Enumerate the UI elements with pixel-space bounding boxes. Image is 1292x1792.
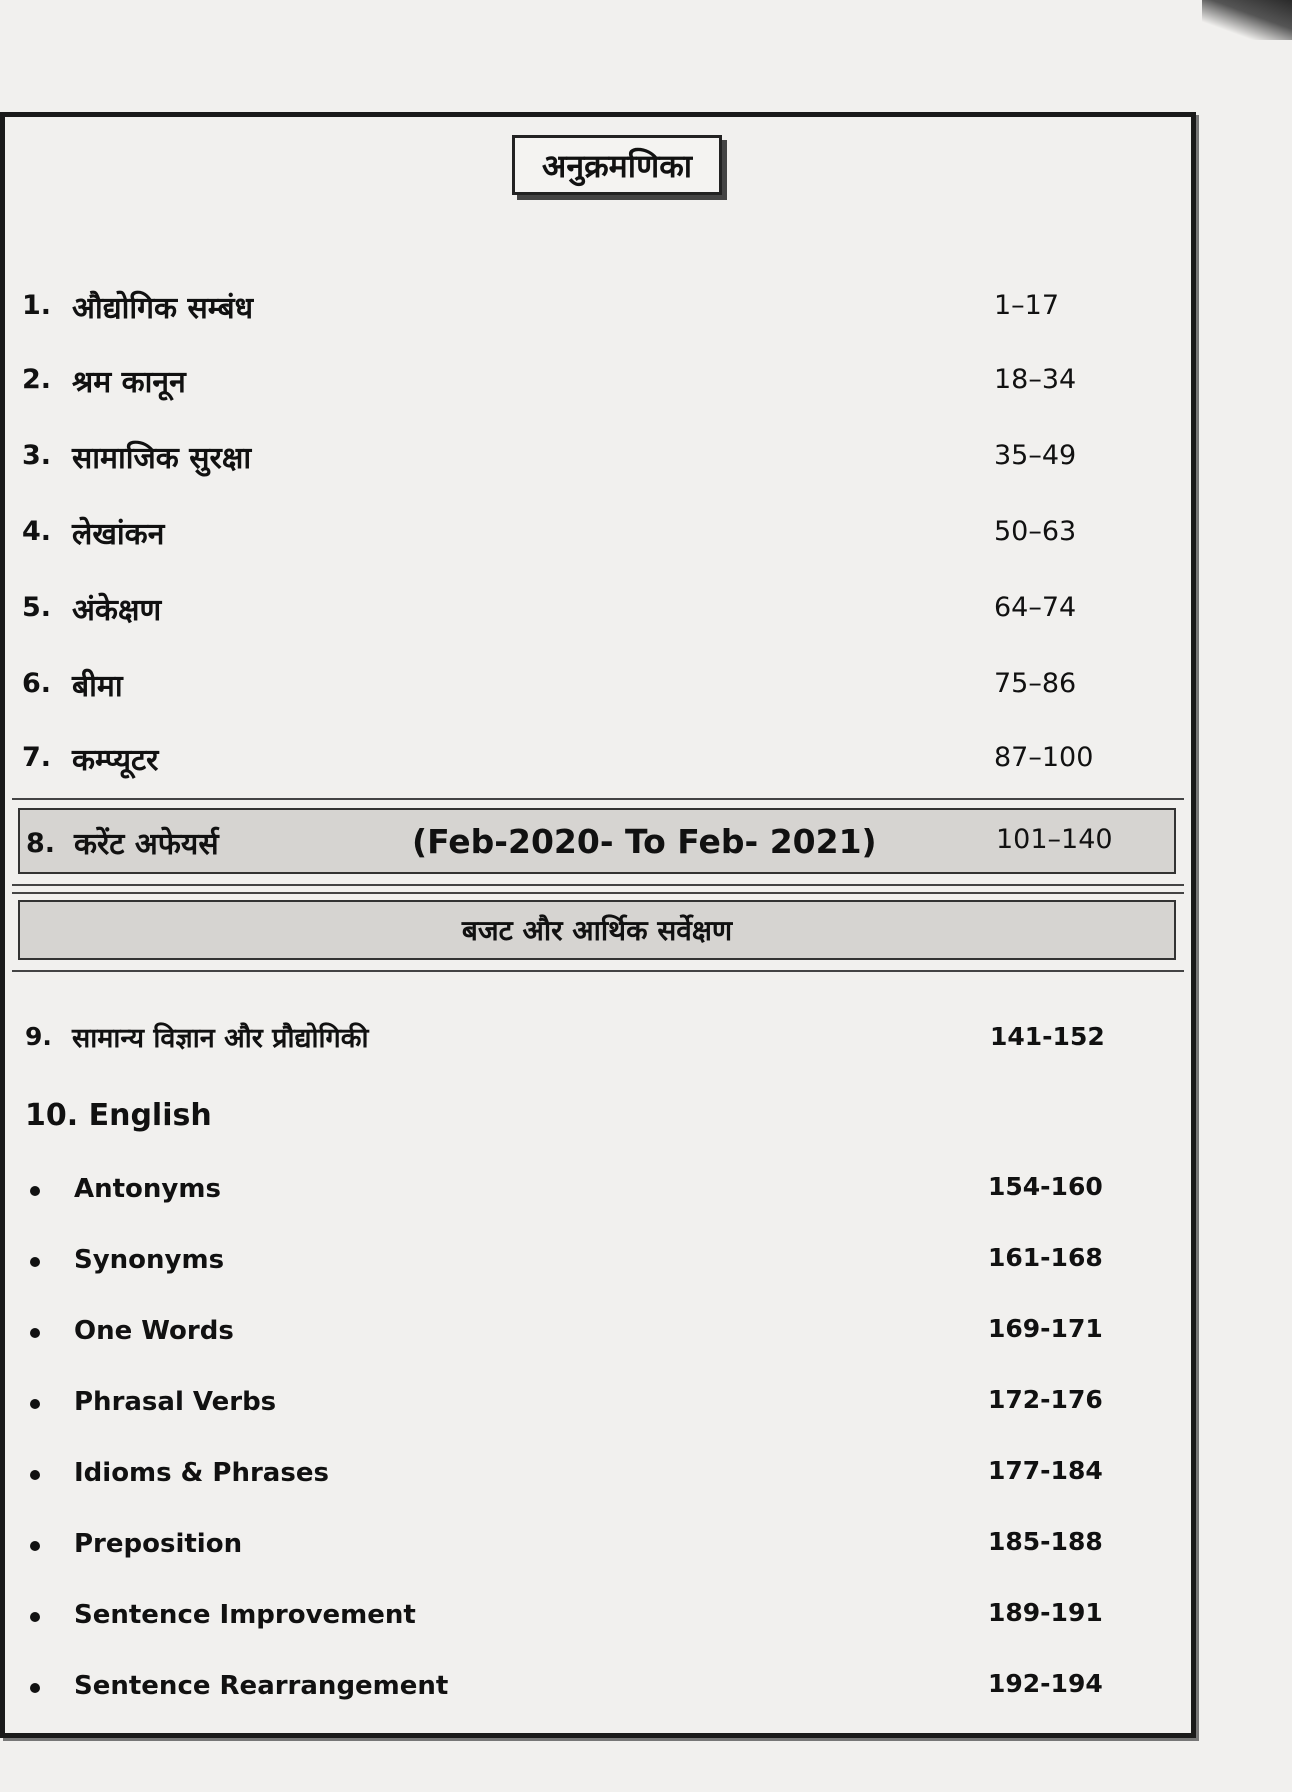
list-item-title: Sentence Rearrangement [74,1671,449,1701]
toc-pages: 101–140 [996,824,1113,855]
toc-row [0,432,1196,482]
toc-number: 5. [22,592,52,623]
toc-title: कम्प्यूटर [72,743,159,778]
toc-title: अंकेक्षण [72,593,162,628]
bullet-icon [30,1399,40,1409]
list-item-pages: 172-176 [988,1385,1103,1414]
toc-number: 9. [25,1022,52,1051]
divider [12,970,1184,972]
toc-title: श्रम कानून [72,365,186,400]
list-item [0,1596,1196,1642]
toc-pages: 141-152 [990,1022,1105,1051]
index-heading [512,135,722,195]
toc-title: सामाजिक सुरक्षा [72,441,252,476]
toc-row [0,734,1196,784]
date-range: (Feb-2020- To Feb- 2021) [412,822,877,861]
bullet-icon [30,1612,40,1622]
list-item-title: Sentence Improvement [74,1600,416,1630]
toc-row [0,282,1196,332]
toc-title: सामान्य विज्ञान और प्रौद्योगिकी [72,1023,369,1054]
bullet-icon [30,1257,40,1267]
list-item [0,1312,1196,1358]
list-item [0,1170,1196,1216]
toc-number: 2. [22,364,52,395]
list-item [0,1667,1196,1713]
list-item-pages: 169-171 [988,1314,1103,1343]
budget-band [18,900,1176,960]
bullet-icon [30,1470,40,1480]
toc-title: लेखांकन [72,517,165,552]
bullet-icon [30,1186,40,1196]
toc-title: करेंट अफेयर्स [74,827,219,862]
toc-number: 1. [22,290,52,321]
list-item-pages: 192-194 [988,1669,1103,1698]
index-heading-text: अनुक्रमणिका [541,146,693,185]
bullet-icon [30,1541,40,1551]
list-item-pages: 189-191 [988,1598,1103,1627]
toc-pages: 1–17 [994,290,1060,321]
current-affairs-band [18,808,1176,874]
list-item-title: Synonyms [74,1245,225,1275]
bullet-icon [30,1683,40,1693]
toc-number: 4. [22,516,52,547]
list-item [0,1525,1196,1571]
toc-row [0,660,1196,710]
list-item-pages: 161-168 [988,1243,1103,1272]
divider [12,892,1184,894]
toc-title: बीमा [72,669,123,704]
toc-row [0,584,1196,634]
toc-pages: 87–100 [994,742,1094,773]
toc-pages: 50–63 [994,516,1077,547]
budget-heading: बजट और आर्थिक सर्वेक्षण [461,914,733,947]
english-heading: 10. English [25,1098,212,1133]
list-item-title: Phrasal Verbs [74,1387,277,1417]
bullet-icon [30,1328,40,1338]
list-item [0,1241,1196,1287]
toc-row [0,508,1196,558]
list-item-pages: 177-184 [988,1456,1103,1485]
page-corner-shadow [1202,0,1292,40]
toc-pages: 18–34 [994,364,1077,395]
divider [12,884,1184,886]
list-item-title: Preposition [74,1529,243,1559]
toc-pages: 75–86 [994,668,1077,699]
divider [12,798,1184,800]
list-item-pages: 154-160 [988,1172,1103,1201]
toc-title: औद्योगिक सम्बंध [72,291,254,326]
toc-row [0,356,1196,406]
list-item [0,1383,1196,1429]
list-item [0,1454,1196,1500]
toc-number: 8. [26,828,56,859]
toc-pages: 35–49 [994,440,1077,471]
toc-pages: 64–74 [994,592,1077,623]
toc-row [0,1014,1196,1064]
list-item-title: One Words [74,1316,234,1346]
list-item-title: Antonyms [74,1174,221,1204]
toc-number: 6. [22,668,52,699]
list-item-title: Idioms & Phrases [74,1458,329,1488]
list-item-pages: 185-188 [988,1527,1103,1556]
toc-number: 7. [22,742,52,773]
toc-number: 3. [22,440,52,471]
